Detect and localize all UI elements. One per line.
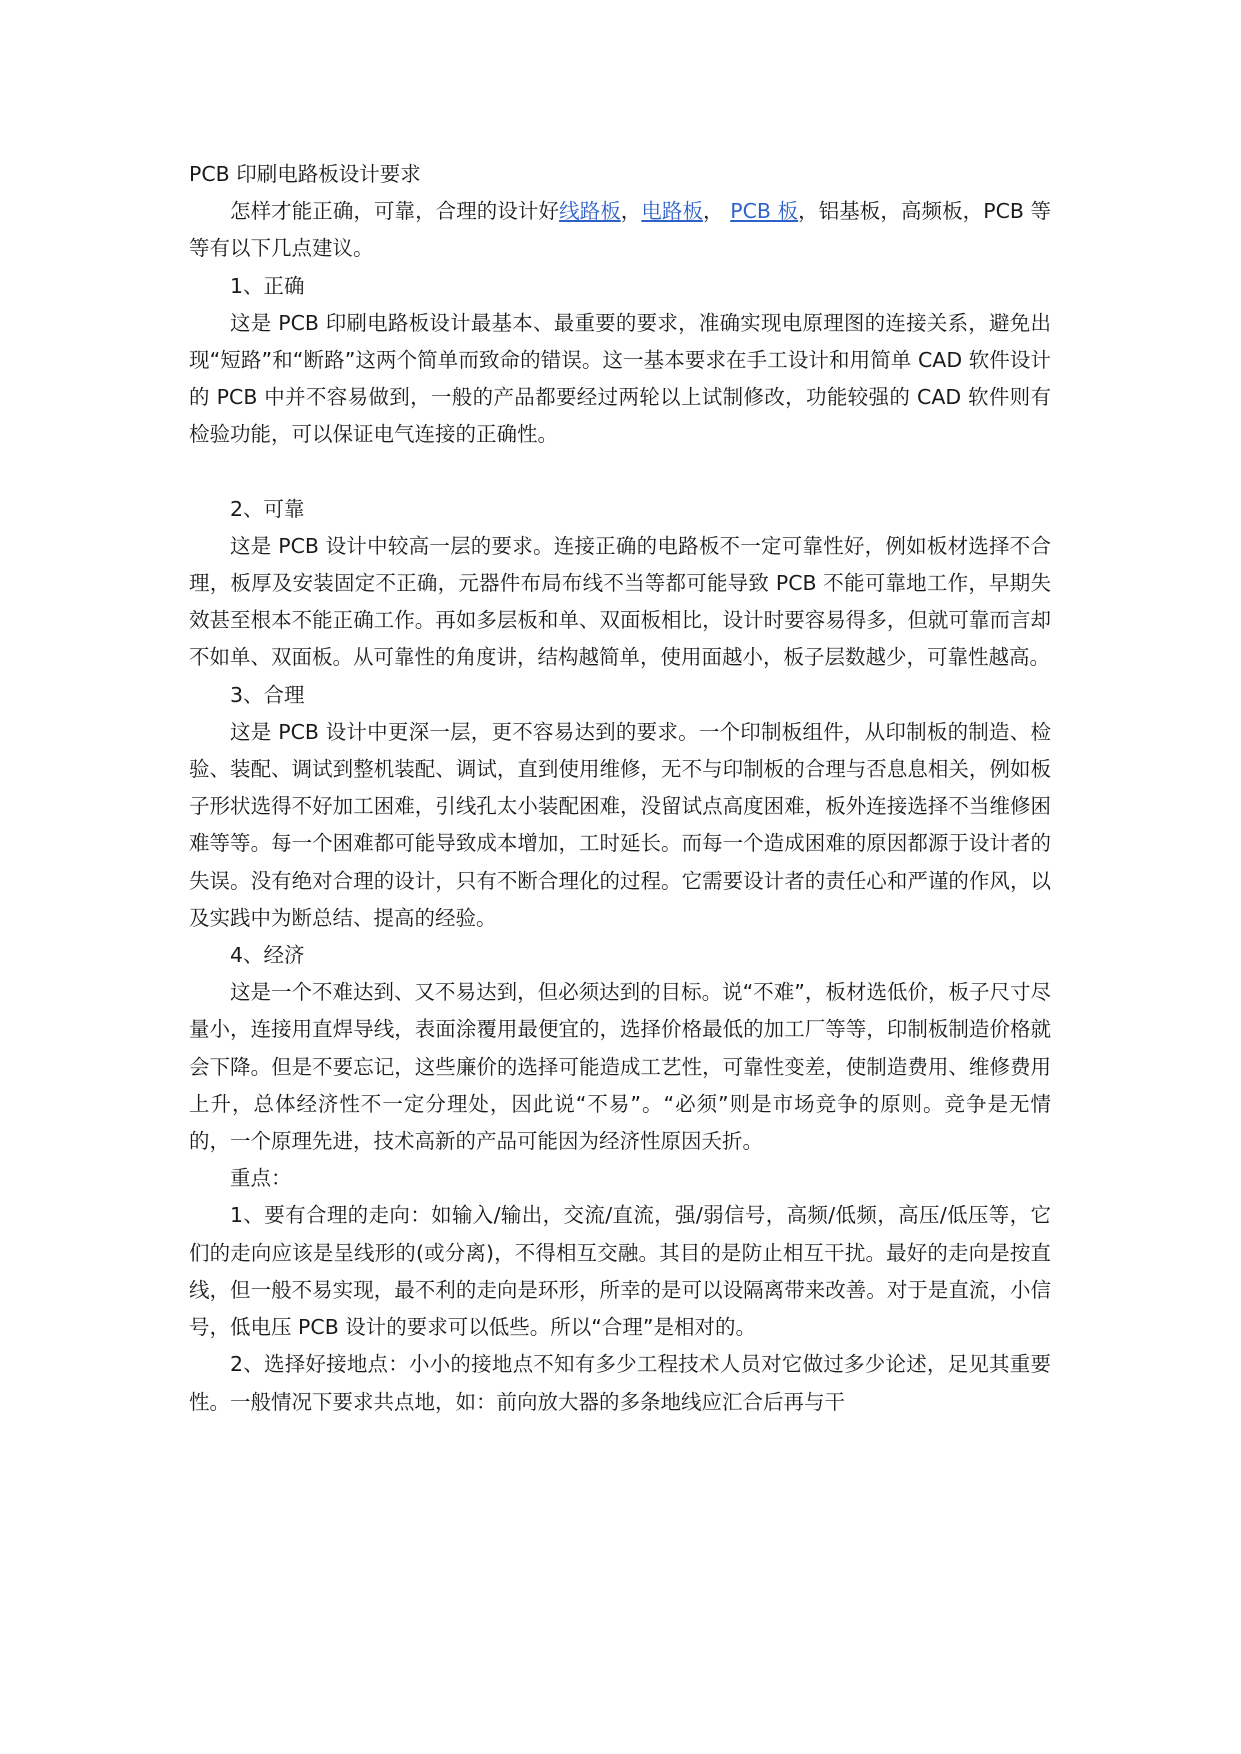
intro-tail: ，铝基板，高频板，PCB 等等有以下几点建议。 bbox=[189, 199, 1052, 261]
key-point-routing: 1、要有合理的走向：如输入/输出，交流/直流，强/弱信号，高频/低频，高压/低压等，它们的走向应该是呈线形的(或分离)，不得相互交融。其目的是防止相互干扰。最好的走向是按直线，但一般不易实现，最不利的走向是环形，所幸的是可以设隔离带来改善。对于是直流，小信号，低电压 PCB 设计的要求可以低些。所以“合理”是相对的。 bbox=[189, 1203, 1051, 1340]
intro-lead: 怎样才能正确，可靠，合理的设计好 bbox=[230, 199, 560, 224]
key-point-grounding: 2、选择好接地点：小小的接地点不知有多少工程技术人员对它做过多少论述，足见其重要性。一般情况下要求共点地，如：前向放大器的多条地线应汇合后再与干 bbox=[189, 1352, 1051, 1414]
section-heading-reliable: 2、可靠 bbox=[230, 496, 305, 521]
link-pcb-ban[interactable]: PCB 板 bbox=[730, 199, 799, 224]
link-dianluban[interactable]: 电路板 bbox=[641, 199, 704, 224]
section-body-reasonable: 这是 PCB 设计中更深一层，更不容易达到的要求。一个印制板组件，从印制板的制造、检验、装配、调试到整机装配、调试，直到使用维修，无不与印制板的合理与否息息相关，例如板子形状选得不好加工困难，引线孔太小装配困难，没留试点高度困难，板外连接选择不当维修困难等等。每一个困难都可能导致成本增加，工时延长。而每一个造成困难的原因都源于设计者的失误。没有绝对合理的设计，只有不断合理化的过程。它需要设计者的责任心和严谨的作风，以及实践中为断总结、提高的经验。 bbox=[189, 719, 1051, 930]
section-body-correct: 这是 PCB 印刷电路板设计最基本、最重要的要求，准确实现电原理图的连接关系，避免出现“短路”和“断路”这两个简单而致命的错误。这一基本要求在手工设计和用简单 CAD 软件设计的 PCB 中并不容易做到，一般的产品都要经过两轮以上试制修改，功能较强的 CAD 软件则有检验功能，可以保证电气连接的正确性。 bbox=[189, 310, 1051, 447]
intro-sep-1: ， bbox=[620, 199, 642, 224]
intro-paragraph bbox=[189, 193, 1051, 267]
section-heading-correct: 1、正确 bbox=[230, 273, 305, 298]
section-heading-reasonable: 3、合理 bbox=[230, 682, 305, 707]
link-xianluban[interactable]: 线路板 bbox=[559, 199, 621, 224]
section-body-economic: 这是一个不难达到、又不易达到，但必须达到的目标。说“不难”，板材选低价，板子尺寸尽量小，连接用直焊导线，表面涂覆用最便宜的，选择价格最低的加工厂等等，印制板制造价格就会下降。但是不要忘记，这些廉价的选择可能造成工艺性，可靠性变差，使制造费用、维修费用上升，总体经济性不一定分理处，因此说“不易”。“必须”则是市场竞争的原则。竞争是无情的，一个原理先进，技术高新的产品可能因为经济性原因夭折。 bbox=[189, 980, 1051, 1154]
key-points-heading: 重点： bbox=[230, 1166, 292, 1191]
intro-sep-2: ， bbox=[703, 199, 724, 224]
document-title: PCB 印刷电路板设计要求 bbox=[189, 162, 421, 186]
section-body-reliable: 这是 PCB 设计中较高一层的要求。连接正确的电路板不一定可靠性好，例如板材选择不合理，板厚及安装固定不正确，元器件布局布线不当等都可能导致 PCB 不能可靠地工作，早期失效甚至根本不能正确工作。再如多层板和单、双面板相比，设计时要容易得多，但就可靠而言却不如单、双面板。从可靠性的角度讲，结构越简单，使用面越小，板子层数越少，可靠性越高。 bbox=[189, 533, 1051, 670]
document-page bbox=[189, 156, 1051, 1421]
section-heading-economic: 4、经济 bbox=[230, 943, 305, 968]
blank-line bbox=[189, 454, 1051, 491]
